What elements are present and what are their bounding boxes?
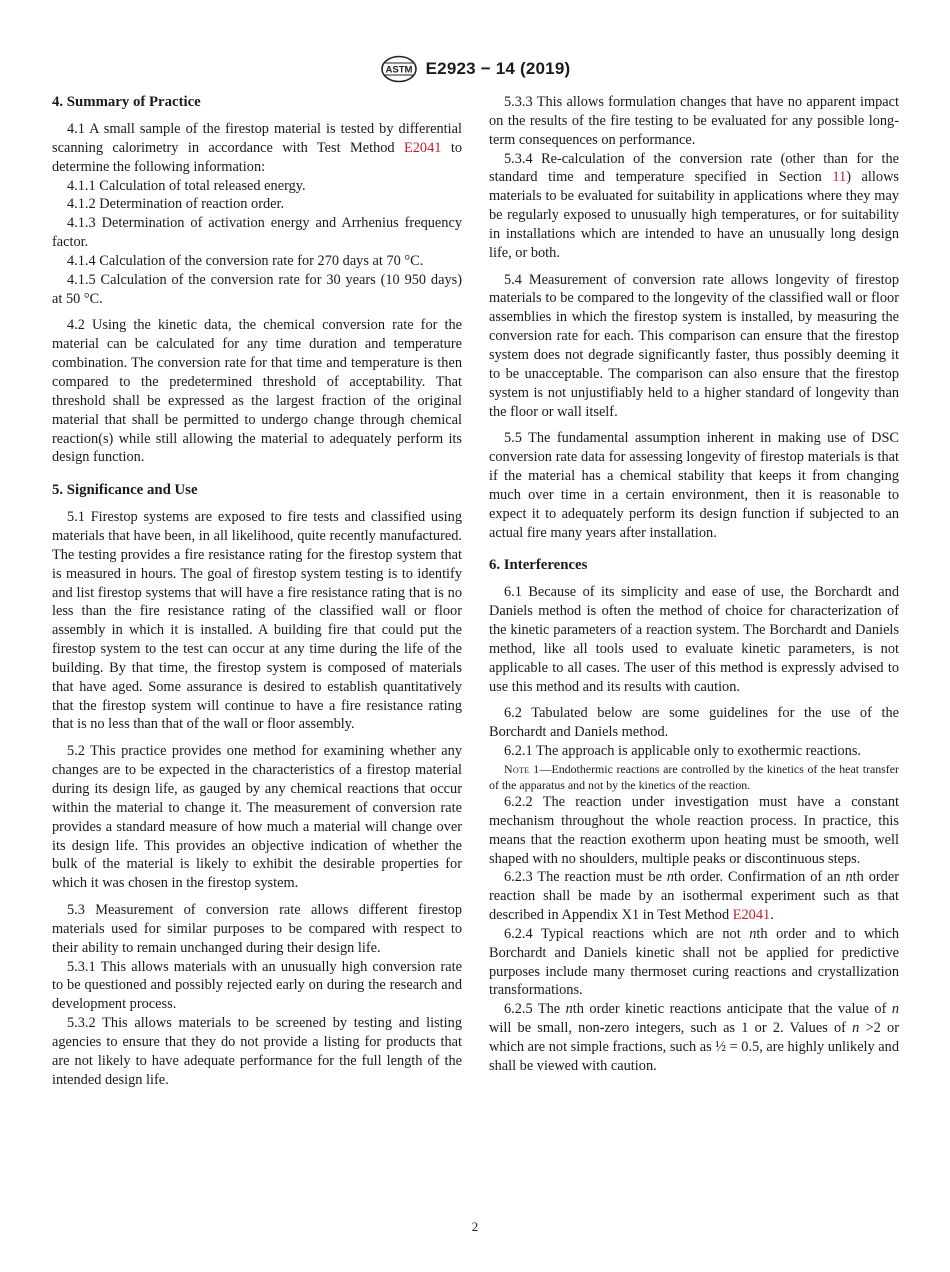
right-column bbox=[489, 93, 899, 1076]
paragraph-5-5: 5.5 The fundamental assumption inherent in making use of DSC conversion rate data for assessing longevity of firestop materials is that if the material has a chemical stability that keeps it from changing much over time in a certain environment, then it is reasonable to expect it to adequately perform its design function if subjected to an actual fire many years after installation. bbox=[489, 430, 899, 541]
paragraph-6-2-2: 6.2.2 The reaction under investigation must have a constant mechanism throughout the whole reaction process. In practice, this means that the reaction exotherm upon heating must be smooth, well shaped with no shoulders, multiple peaks or discontinuous steps. bbox=[489, 794, 899, 867]
paragraph-6-2-4: 6.2.4 Typical reactions which are not nth order and to which Borchardt and Daniels kinetic shall not be applied for predictive purposes include many thermoset curing reactions and crystallization transformations. bbox=[489, 925, 899, 999]
paragraph-6-2: 6.2 Tabulated below are some guidelines for the use of the Borchardt and Daniels method. bbox=[489, 705, 899, 741]
section-5-title: 5. Significance and Use bbox=[52, 482, 198, 499]
page-header bbox=[0, 52, 950, 86]
paragraph-4-1-3: 4.1.3 Determination of activation energy and Arrhenius frequency factor. bbox=[52, 215, 462, 251]
left-column bbox=[52, 93, 462, 1090]
paragraph-4-1: 4.1 A small sample of the firestop material is tested by differential scanning calorimetry in accordance with Test Method E2041 to determine the following information: bbox=[52, 121, 462, 175]
paragraph-5-3-4: 5.3.4 Re-calculation of the conversion rate (other than for the standard time and temperature specified in Section 11) allows materials to be evaluated for suitability in applications where they may be regularly exposed to unusually high temperatures, or for suitability in installations which are intended to have an unusually long design life, or both. bbox=[489, 150, 900, 261]
section-4-title: 4. Summary of Practice bbox=[52, 94, 201, 110]
paragraph-5-3-2: 5.3.2 This allows materials to be screened by testing and listing agencies to ensure that they do not provide a listing for products that are not likely to have adequate performance for the full length of the intended design life. bbox=[52, 1015, 462, 1088]
svg-text:ASTM: ASTM bbox=[385, 64, 413, 76]
paragraph-4-1-1: 4.1.1 Calculation of total released energy. bbox=[67, 177, 306, 194]
paragraph-5-3: 5.3 Measurement of conversion rate allows different firestop materials used for similar purposes to be compared with respect to their ability to remain unchanged during their design life. bbox=[52, 902, 462, 956]
paragraph-5-2: 5.2 This practice provides one method for examining whether any changes are to be expected in the characteristics of a firestop material during its design life, as gauged by any chemical reactions that occur within the material to change it. The measurement of conversion rate provides a standard measure of how much a material will change over its design life. This provides an objective indication of whether the bulk of the material is likely to exhibit the desirable properties for which it was chosen in the firestop system. bbox=[52, 743, 462, 892]
page-number: 2 bbox=[471, 1219, 479, 1234]
astm-logo-icon bbox=[380, 55, 418, 83]
e2041-link-2[interactable]: E2041 bbox=[732, 907, 771, 924]
paragraph-4-2: 4.2 Using the kinetic data, the chemical conversion rate for the material can be calculated for any time duration and temperature combination. The conversion rate for that time and temperature is then compared to the predetermined threshold of acceptability. That threshold shall be expressed as the largest fraction of the original material that shall be permitted to undergo change through chemical reaction(s) while still allowing the material to adequately perform its design function. bbox=[52, 317, 462, 466]
section-11-link[interactable]: 11 bbox=[832, 169, 847, 186]
paragraph-6-2-5: 6.2.5 The nth order kinetic reactions anticipate that the value of n will be small, non-zero integers, such as 1 or 2. Values of n >2 or which are not simple fractions, such as ½ = 0.5, are highly unlikely and shall be viewed with caution. bbox=[489, 1001, 900, 1074]
paragraph-4-1-2: 4.1.2 Determination of reaction order. bbox=[67, 196, 285, 213]
paragraph-5-3-3: 5.3.3 This allows formulation changes that have no apparent impact on the results of the fire testing to be evaluated for any possible long-term consequences on performance. bbox=[489, 94, 899, 148]
paragraph-5-3-1: 5.3.1 This allows materials with an unusually high conversion rate to be questioned and possibly rejected early on during the research and development process. bbox=[52, 958, 462, 1013]
paragraph-5-4: 5.4 Measurement of conversion rate allows longevity of firestop materials to be compared to the longevity of the classified wall or floor assemblies in which the firestop system is installed, by measuring the conversion rate for each. This comparison can ensure that the firestop system does not degrade significantly faster, thus possibly deeming it to be unacceptable. The comparison can also ensure that the firestop system is not unjustifiably held to a higher standard of longevity than the floor or wall itself. bbox=[489, 271, 899, 420]
paragraph-6-1: 6.1 Because of its simplicity and ease of use, the Borchardt and Daniels method is often the method of choice for characterization of the kinetic parameters of a reaction system. The Borchardt and Daniels method, like all tools used to evaluate kinetic parameters, is not applicable to all cases. The user of this method is expressly advised to use this method and its results with caution. bbox=[489, 584, 899, 695]
paragraph-6-2-3: 6.2.3 The reaction must be nth order. Confirmation of an nth order reaction shall be made by an isothermal experiment such as that described in Appendix X1 in Test Method E2041. bbox=[489, 869, 899, 924]
paragraph-6-2-1: 6.2.1 The approach is applicable only to exothermic reactions. bbox=[504, 743, 862, 760]
e2041-link[interactable]: E2041 bbox=[404, 139, 442, 156]
note-label: Note 1 bbox=[504, 762, 540, 776]
note-1: Note 1—Endothermic reactions are controlled by the kinetics of the heat transfer of the apparatus and not by the kinetics of the reaction. bbox=[489, 762, 899, 792]
paragraph-5-1: 5.1 Firestop systems are exposed to fire tests and classified using materials that have been, in all likelihood, quite recently manufactured. The testing provides a fire resistance rating for the firestop system that is measured in hours. The goal of firestop system testing is to identify and list firestop systems that will have a fire resistance rating that is no less than the fire resistance rating of the classified wall or floor assembly in which it is installed. A building fire that could put the firestop system to the test can occur at any time during the life of the building. By that time, the firestop system is composed of materials that have aged. Some assurance is desired to establish quantitatively that the firestop system will continue to have a fire resistance rating that is no less than that of the wall or floor assembly. bbox=[52, 509, 462, 733]
paragraph-4-1-5: 4.1.5 Calculation of the conversion rate for 30 years (10 950 days) at 50 °C. bbox=[52, 271, 462, 307]
standard-designation: E2923 − 14 (2019) bbox=[425, 59, 571, 78]
paragraph-4-1-4: 4.1.4 Calculation of the conversion rate for 270 days at 70 °C. bbox=[67, 252, 424, 269]
section-6-title: 6. Interferences bbox=[489, 557, 588, 574]
